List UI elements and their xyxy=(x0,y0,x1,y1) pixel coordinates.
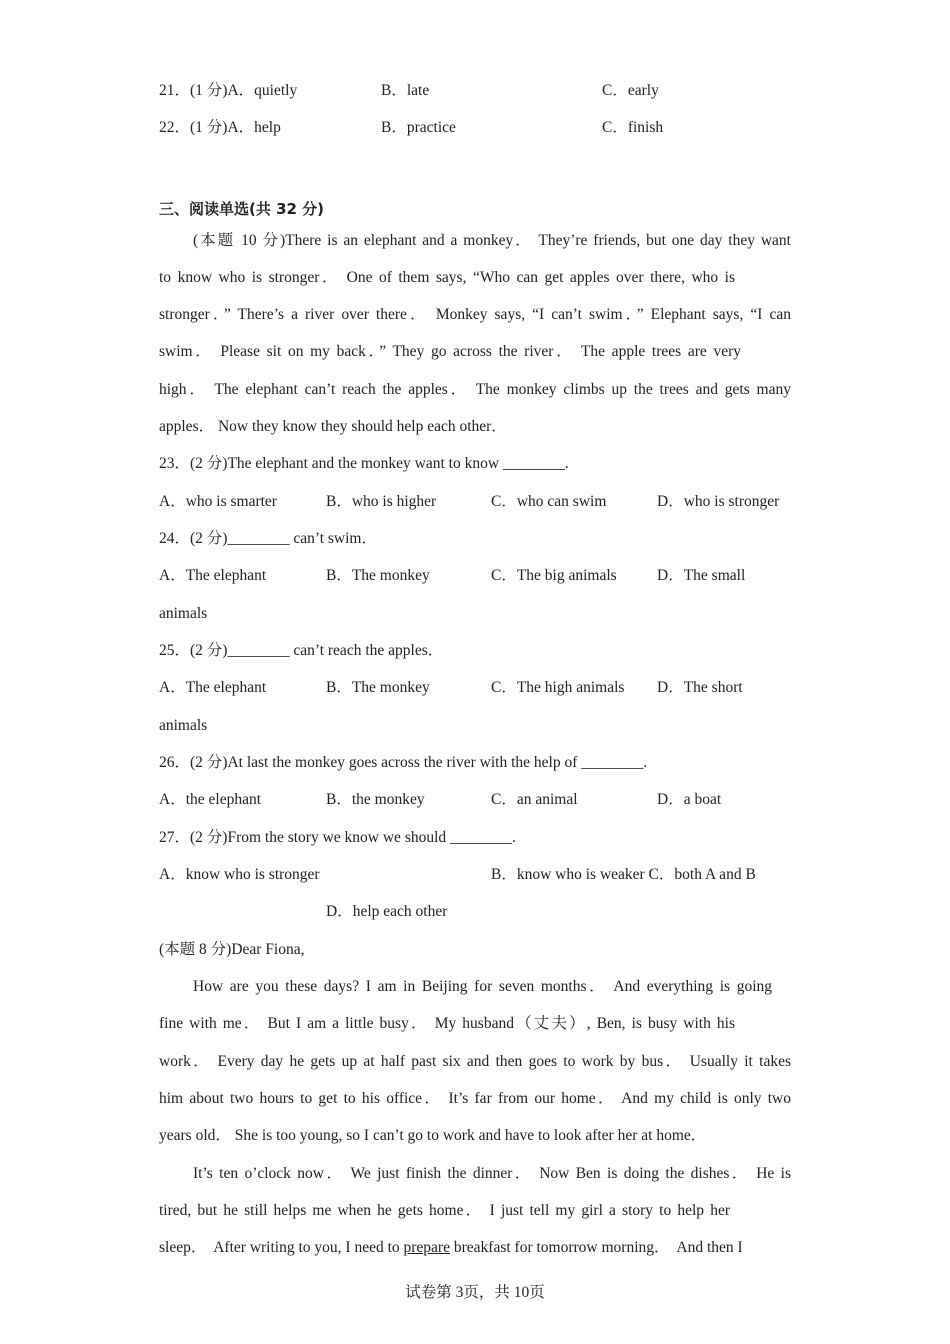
option-d-wrap: animals xyxy=(159,717,208,734)
option-c: C．The big animals xyxy=(491,567,617,584)
passage1-line: high． The elephant can’t reach the apples． The monkey climbs up the trees and gets many xyxy=(159,381,791,398)
option-a: A．the elephant xyxy=(159,791,262,808)
passage2-line: It’s ten o’clock now． We just finish the dinner． Now Ben is doing the dishes． He is xyxy=(193,1165,791,1182)
question-stem: 24．(2 分)________ can’t swim． xyxy=(159,530,377,547)
option-d: D．The short xyxy=(657,679,743,696)
option-d-wrap: animals xyxy=(159,605,208,622)
option-a: A．who is smarter xyxy=(159,493,277,510)
passage2-line: him about two hours to get to his office． It’s far from our home． And my child is only two xyxy=(159,1090,791,1107)
q22-option-b: B．practice xyxy=(381,119,456,136)
option-b: B．the monkey xyxy=(326,791,425,808)
text-segment: sleep． After writing to you, I need to xyxy=(159,1239,404,1256)
passage1-line: apples． Now they know they should help each other． xyxy=(159,418,507,435)
option-c: C．who can swim xyxy=(491,493,607,510)
option-a: A．The elephant xyxy=(159,679,267,696)
question-stem: 27．(2 分)From the story we know we should ________. xyxy=(159,829,516,846)
question-stem: 26．(2 分)At last the monkey goes across the river with the help of ________. xyxy=(159,754,648,771)
q21-option-b: B．late xyxy=(381,82,430,99)
passage1-line: stronger．” There’s a river over there． Monkey says, “I can’t swim．” Elephant says, “I can xyxy=(159,306,791,323)
passage1-line: (本题 10 分)There is an elephant and a monkey． They’re friends, but one day they want xyxy=(193,232,791,249)
option-d: D．who is stronger xyxy=(657,493,780,510)
text-segment: breakfast for tomorrow morning． And then I xyxy=(449,1239,743,1256)
passage2-header: (本题 8 分)Dear Fiona, xyxy=(159,941,305,958)
option-c: C．The high animals xyxy=(491,679,625,696)
option-d: D．help each other xyxy=(326,903,448,920)
option-a: A．know who is stronger xyxy=(159,866,320,883)
passage2-line: How are you these days? I am in Beijing for seven months． And everything is going xyxy=(193,978,772,995)
option-b-c: B．know who is weaker C．both A and B xyxy=(491,866,756,883)
question-stem: 25．(2 分)________ can’t reach the apples． xyxy=(159,642,444,659)
passage2-line: tired, but he still helps me when he gets home． I just tell my girl a story to help her xyxy=(159,1202,730,1219)
passage2-line: fine with me． But I am a little busy． My husband（丈夫）, Ben, is busy with his xyxy=(159,1015,735,1032)
option-d: D．The small xyxy=(657,567,746,584)
page-footer: 试卷第 3页，共 10页 xyxy=(405,1284,545,1301)
section-title: 三、阅读单选(共 32 分) xyxy=(159,200,325,218)
option-c: C．an animal xyxy=(491,791,578,808)
option-b: B．who is higher xyxy=(326,493,437,510)
passage2-line: years old． She is too young, so I can’t go to work and have to look after her at home． xyxy=(159,1127,707,1144)
q22-stem: 22．(1 分)A．help xyxy=(159,119,281,136)
passage1-line: to know who is stronger． One of them says, “Who can get apples over there, who is xyxy=(159,269,735,286)
option-d: D．a boat xyxy=(657,791,722,808)
q22-option-c: C．finish xyxy=(602,119,664,136)
option-a: A．The elephant xyxy=(159,567,267,584)
underlined-word: prepare xyxy=(403,1239,450,1256)
question-stem: 23．(2 分)The elephant and the monkey want to know ________. xyxy=(159,455,569,472)
q21-option-c: C．early xyxy=(602,82,659,99)
q21-stem: 21．(1 分)A．quietly xyxy=(159,82,298,99)
passage1-line: swim． Please sit on my back．” They go across the river． The apple trees are very xyxy=(159,343,741,360)
option-b: B．The monkey xyxy=(326,679,430,696)
option-b: B．The monkey xyxy=(326,567,430,584)
passage2-line xyxy=(159,1238,791,1258)
passage2-line: work． Every day he gets up at half past six and then goes to work by bus． Usually it takes xyxy=(159,1053,791,1070)
